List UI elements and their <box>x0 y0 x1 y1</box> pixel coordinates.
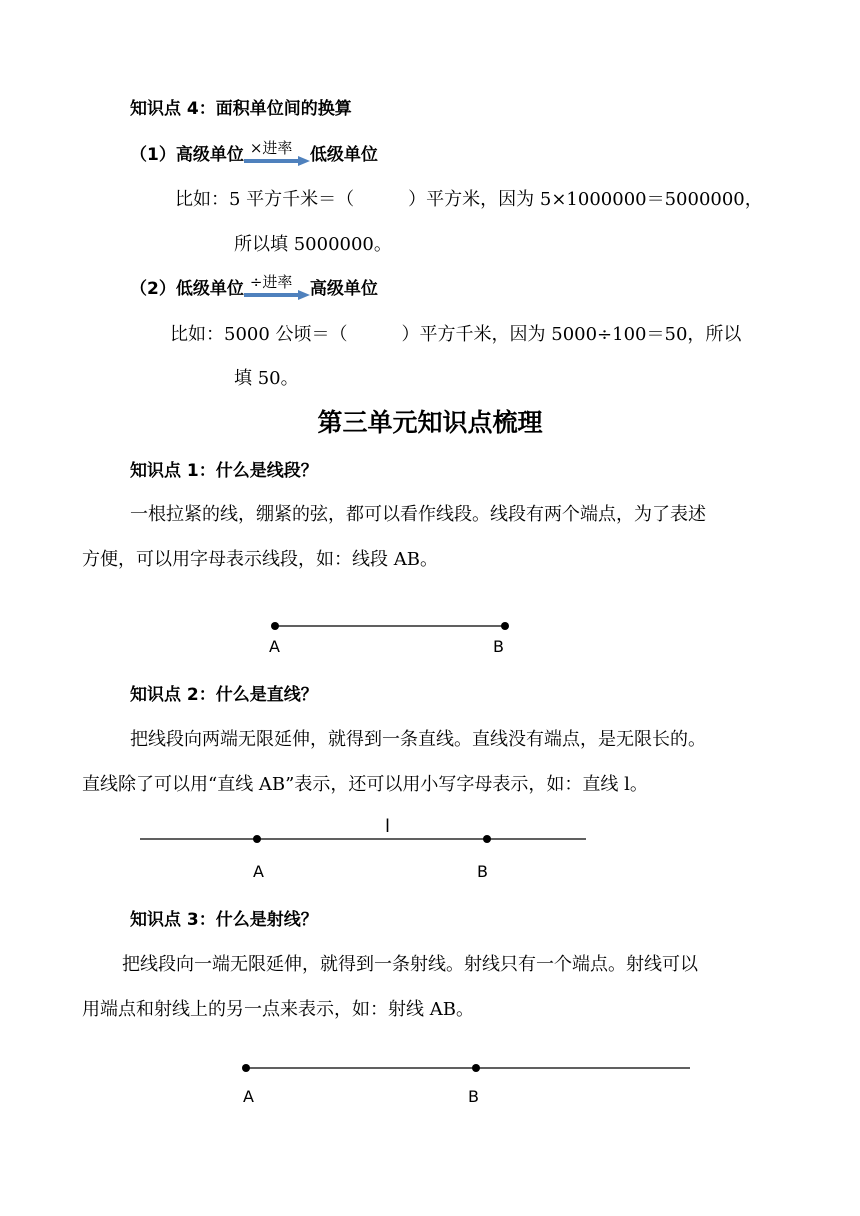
kp4-example1-line2: 所以填 5000000。 <box>234 234 392 255</box>
kp4-item1-num: （1） <box>130 145 176 165</box>
segment-figure <box>271 622 509 630</box>
kp4-item2-from: 低级单位 <box>175 279 244 299</box>
ray-point-a <box>242 1064 250 1072</box>
segment-label-b: B <box>493 637 504 656</box>
kp4-item1-arrow-label: ×进率 <box>249 139 293 157</box>
ray-figure <box>242 1064 690 1072</box>
kp4-item2-arrow-label: ÷进率 <box>249 273 293 291</box>
line-label-a: A <box>253 862 264 881</box>
kp4-item1-to: 低级单位 <box>309 145 378 165</box>
ray-point-b <box>472 1064 480 1072</box>
line-point-a <box>253 835 261 843</box>
ray-label-b: B <box>468 1087 479 1106</box>
kp4-heading: 知识点 4：面积单位间的换算 <box>130 99 352 119</box>
line-label-b: B <box>477 862 488 881</box>
kp4-item1-from: 高级单位 <box>175 145 244 165</box>
kp4-example2-line1: 比如：5000 公顷＝（ ）平方千米，因为 5000÷100＝50，所以 <box>170 324 742 345</box>
segment-point-a <box>271 622 279 630</box>
kp4-example2-line2: 填 50。 <box>234 368 299 389</box>
kp2-para-line2: 直线除了可以用“直线 AB”表示，还可以用小写字母表示，如：直线 l。 <box>82 774 648 795</box>
kp3-heading: 知识点 3：什么是射线？ <box>130 910 318 930</box>
segment-label-a: A <box>269 637 280 656</box>
kp1-para-line2: 方便，可以用字母表示线段，如：线段 AB。 <box>82 549 438 570</box>
line-label-l: l <box>385 816 391 837</box>
line-point-b <box>483 835 491 843</box>
kp1-para-line1: 一根拉紧的线，绷紧的弦，都可以看作线段。线段有两个端点，为了表述 <box>130 504 706 525</box>
unit3-title: 第三单元知识点梳理 <box>317 408 543 437</box>
kp4-example1-line1: 比如：5 平方千米＝（ ）平方米，因为 5×1000000＝5000000， <box>175 189 763 210</box>
kp2-heading: 知识点 2：什么是直线？ <box>130 685 318 705</box>
line-figure <box>140 835 586 843</box>
kp4-item2-num: （2） <box>130 279 176 299</box>
kp3-para-line2: 用端点和射线上的另一点来表示，如：射线 AB。 <box>82 999 474 1020</box>
kp1-heading: 知识点 1：什么是线段？ <box>130 461 318 481</box>
kp2-para-line1: 把线段向两端无限延伸，就得到一条直线。直线没有端点，是无限长的。 <box>130 729 706 750</box>
kp4-item2-to: 高级单位 <box>309 279 378 299</box>
ray-label-a: A <box>243 1087 254 1106</box>
segment-point-b <box>501 622 509 630</box>
kp3-para-line1: 把线段向一端无限延伸，就得到一条射线。射线只有一个端点。射线可以 <box>122 954 698 975</box>
